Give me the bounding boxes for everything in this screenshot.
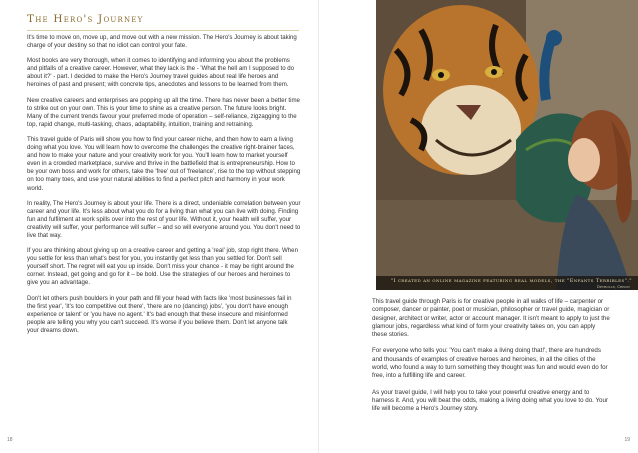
page-title: The Hero's Journey [27,13,144,25]
paragraph: If you are thinking about giving up on a creative career and getting a 'real' job, stop right there. When you settle for less than what's best for you, you instantly get less than you settled for. Don't sell yourself short. The regret will eat you up inside. Don't miss your chance - it may be right around the corner. Instead, get going and go for it – be bold. Use the strategies of our heroes and heroines to give you an advantage. [27,247,298,287]
right-body [372,298,612,422]
caption-text: "I created an online magazine featuring real models, the "Enfants Terribles"." [390,278,632,284]
photo-credit: Deyrolle, Credit [596,284,630,289]
paragraph: Most books are very thorough, when it comes to identifying and informing you about the problems and pitfalls of a creative career. However, what they lack is the - 'What the hell am I supposed to do about it?' - part. I decided to make the Hero's Journey travel guides about real life heroes and heroines of past and present; with concrete tips, anecdotes and lessons to be learned from them. [27,57,295,89]
paragraph: Don't let others push boulders in your path and fill your head with facts like 'most businesses fail in the first year', 'It's too competitive out there', 'there are no (dancing) jobs', 'you don't have enough experience or talent' or 'you have no agent.' It's bad enough that these insecure and misinformed people are telling you why you can't succeed. It's worse if you believe them. Don't let anyone talk your dreams down. [27,294,292,334]
paragraph: It's time to move on, move up, and move out with a new mission. The Hero's Journey is about taking charge of your destiny so that no idiot can control your fate. [27,34,297,50]
paragraph: This travel guide through Paris is for creative people in all walks of life – carpenter or composer, dancer or painter, poet or musician, philosopher or travel guide, magician or designer, architect or writer, actor or account manager. It isn't meant to apply to just the glamour jobs, regardless what kind of form your creativity takes on, you can apply these stories. [372,298,610,339]
paragraph: As your travel guide, I will help you to take your powerful creative energy and to harness it. And, you will beat the odds, making a living doing what you love to do. Your life will become a Hero's Journey story. [372,388,608,413]
page-number-left: 18 [7,437,13,443]
photo-caption [376,276,638,290]
tiger-peacock-photo [376,0,638,290]
title-rule [27,30,299,31]
left-body [27,34,301,342]
paragraph: New creative careers and enterprises are popping up all the time. There has never been a better time to strike out on your own. This is your time to shine as a creative person. The future looks bright. Many of the current trends favour your preferred mode of operation – self-reliance, zigzagging to the top, rapid change, multi-tasking, chaos, adaptability, intuition, training and retraining. [27,96,300,128]
paragraph: In reality, The Hero's Journey is about your life. There is a direct, undeniable correlation between your career and your life. It's less about what you do for a living than what you can live with doing. Finding fun and fulfilment at work spills over into the rest of your life. Without it, your health will suffer, your creativity will suffer, your performance will suffer – and so will everyone around you. You don't need to live that way. [27,199,301,239]
paragraph: This travel guide of Paris will show you how to find your career niche, and then how to earn a living doing what you love. You will learn how to overcome the challenges the creative right-brainer faces, and how to make your nature and your creativity work for you. You'll learn how to market yourself even in a crowded marketplace, survive and thrive in the battlefield that is entrepreneurship. How to be your own boss and work for others, take the 'free' out of 'freelance', rise to the top without stepping on too many toes, and use your natural abilities to find a perfect pitch and harmony in your work world. [27,135,301,192]
paragraph: For everyone who tells you: 'You can't make a living doing that!', there are hundreds and thousands of examples of creative heroes and heroines, in all the cities of the world, who found a way to turn something they thought was fun and would even do for free, into a fulfilling life and career. [372,347,608,380]
photo-illustration [376,0,638,290]
page-number-right: 19 [624,437,630,443]
